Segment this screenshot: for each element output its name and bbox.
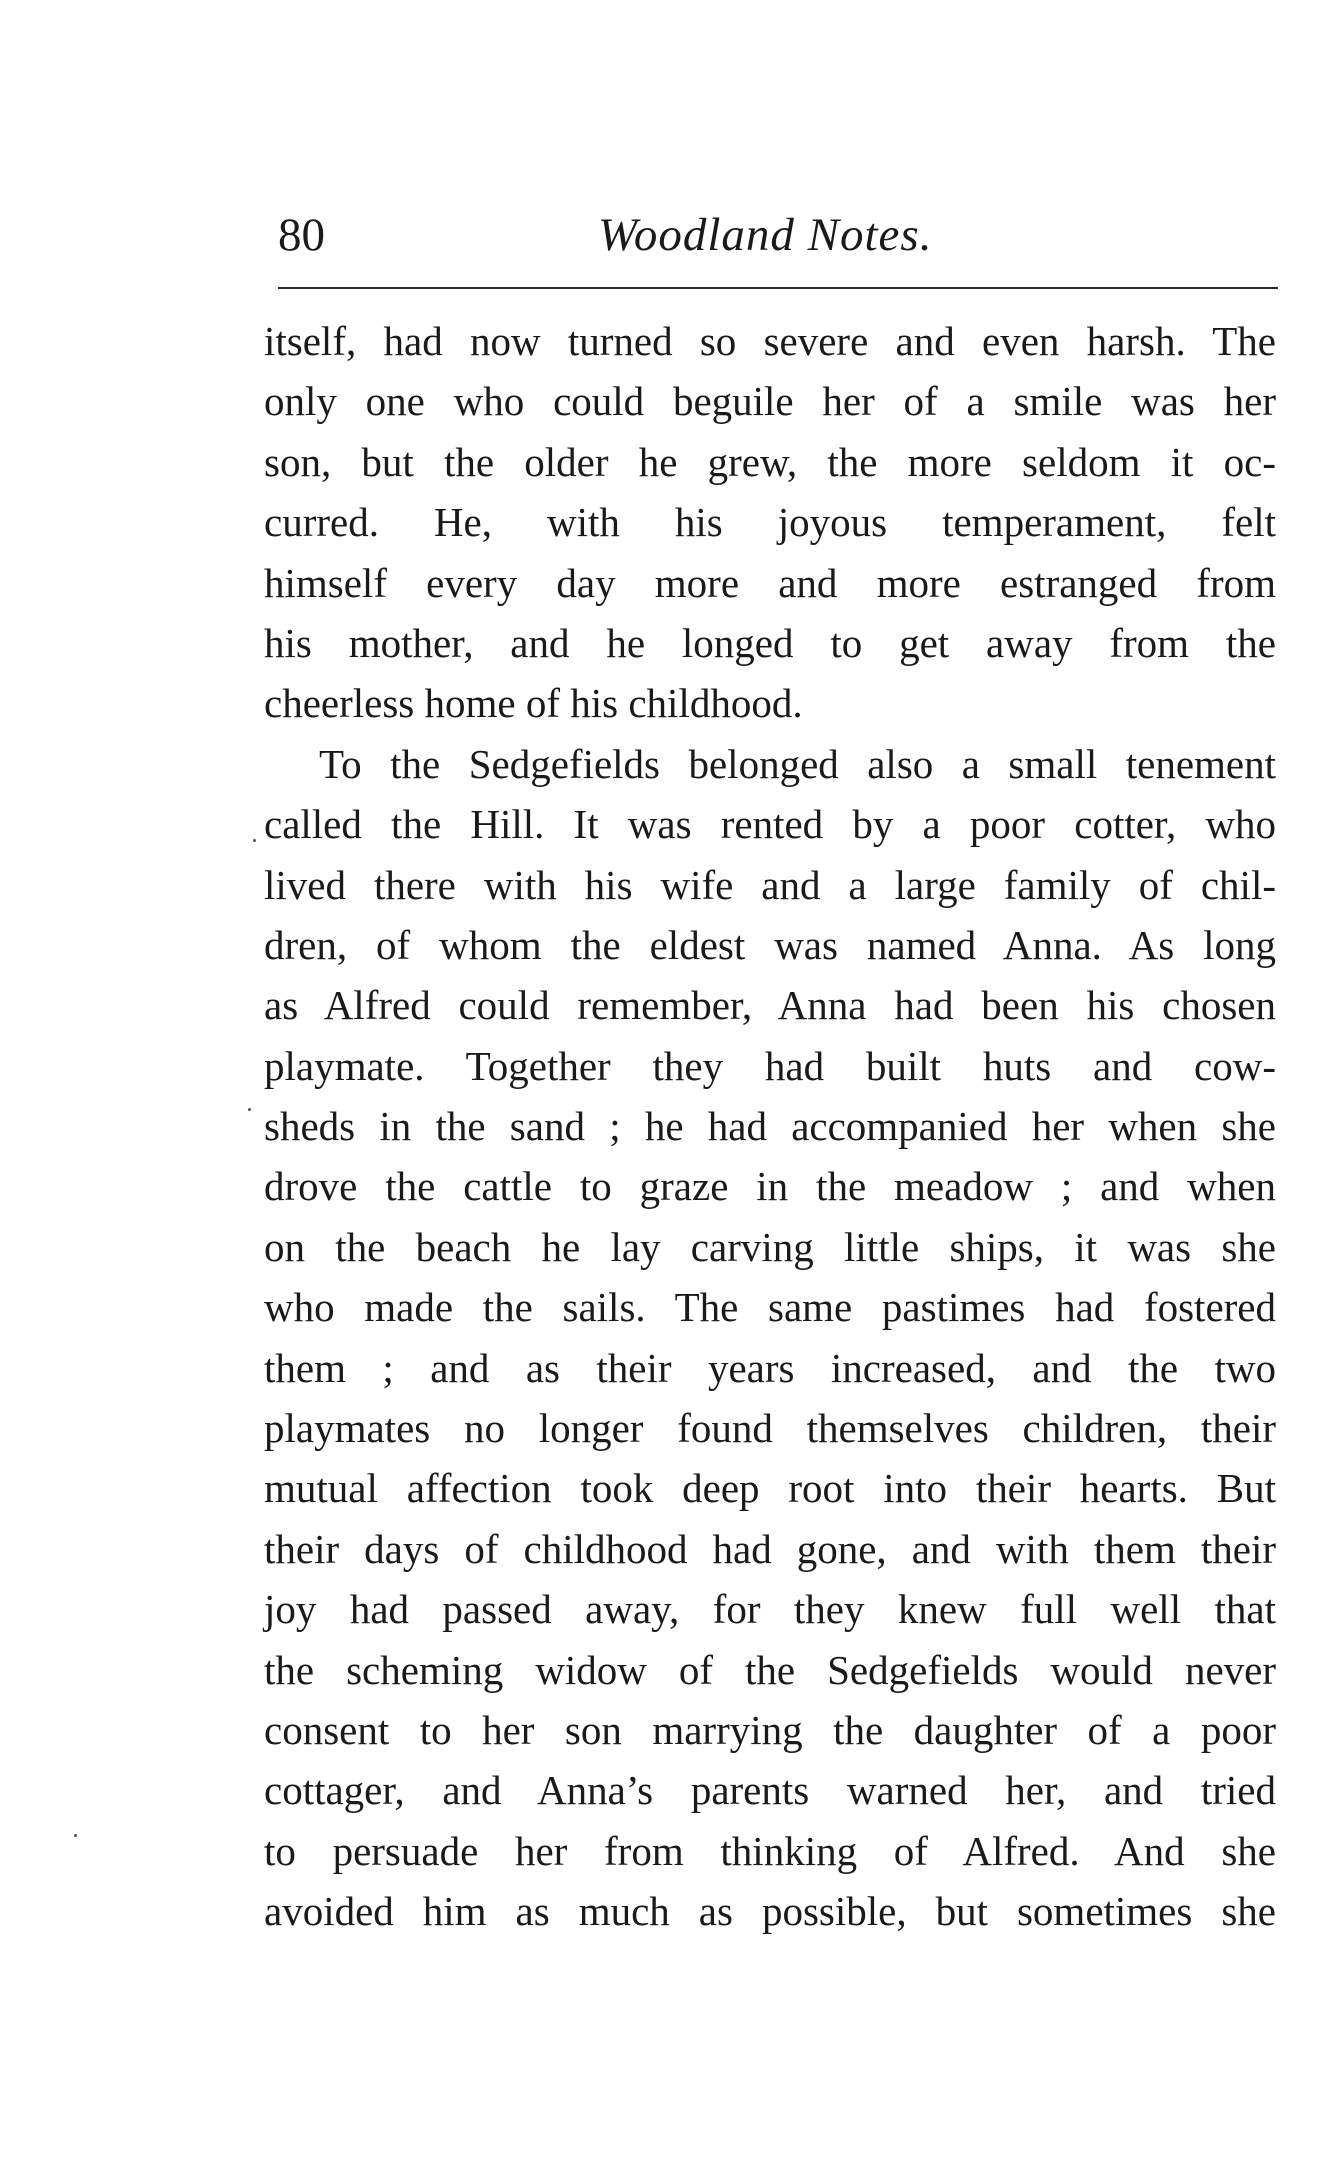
text-line: curred. He, with his joyous temperament, felt xyxy=(264,499,1276,546)
header-rule xyxy=(278,287,1278,289)
text-line: dren, of whom the eldest was named Anna. As long xyxy=(264,921,1276,968)
text-line: consent to her son marrying the daughter of a poor xyxy=(264,1706,1276,1753)
text-line: avoided him as much as possible, but sometimes she xyxy=(264,1888,1276,1935)
text-line: drove the cattle to graze in the meadow ; and when xyxy=(264,1163,1276,1210)
print-speck xyxy=(248,1108,251,1111)
text-line: lived there with his wife and a large family of chil- xyxy=(264,861,1276,908)
text-line: playmates no longer found themselves children, their xyxy=(264,1405,1276,1452)
text-line: cheerless home of his childhood. xyxy=(264,680,803,727)
body-text xyxy=(264,311,1276,1942)
text-line: itself, had now turned so severe and even harsh. The xyxy=(264,318,1276,364)
text-line: only one who could beguile her of a smile was her xyxy=(264,378,1276,425)
running-title: Woodland Notes. xyxy=(598,209,933,261)
text-line: himself every day more and more estranged from xyxy=(264,559,1276,606)
print-speck xyxy=(74,1834,77,1837)
text-line: son, but the older he grew, the more seldom it oc- xyxy=(264,438,1276,485)
text-line: his mother, and he longed to get away from the xyxy=(264,619,1276,666)
text-line: them ; and as their years increased, and the two xyxy=(264,1344,1276,1391)
text-line: playmate. Together they had built huts and cow- xyxy=(264,1042,1276,1089)
text-line: sheds in the sand ; he had accompanied her when she xyxy=(264,1103,1276,1150)
text-line: to persuade her from thinking of Alfred. And she xyxy=(264,1827,1276,1874)
text-line: on the beach he lay carving little ships, it was she xyxy=(264,1223,1276,1270)
text-line: cottager, and Anna’s parents warned her, and tried xyxy=(264,1767,1276,1814)
text-line: their days of childhood had gone, and with them their xyxy=(264,1525,1276,1572)
text-line: joy had passed away, for they knew full well that xyxy=(264,1586,1276,1633)
text-line: called the Hill. It was rented by a poor cotter, who xyxy=(264,801,1276,848)
text-line: mutual affection took deep root into their hearts. But xyxy=(264,1465,1276,1512)
text-line: the scheming widow of the Sedgefields would never xyxy=(264,1646,1276,1693)
running-head xyxy=(278,200,1278,270)
text-line: To the Sedgefields belonged also a small tenement xyxy=(319,740,1276,787)
print-speck xyxy=(253,839,256,842)
text-line: as Alfred could remember, Anna had been his chosen xyxy=(264,982,1276,1029)
text-line: who made the sails. The same pastimes had fostered xyxy=(264,1284,1276,1331)
page-number: 80 xyxy=(278,209,325,261)
